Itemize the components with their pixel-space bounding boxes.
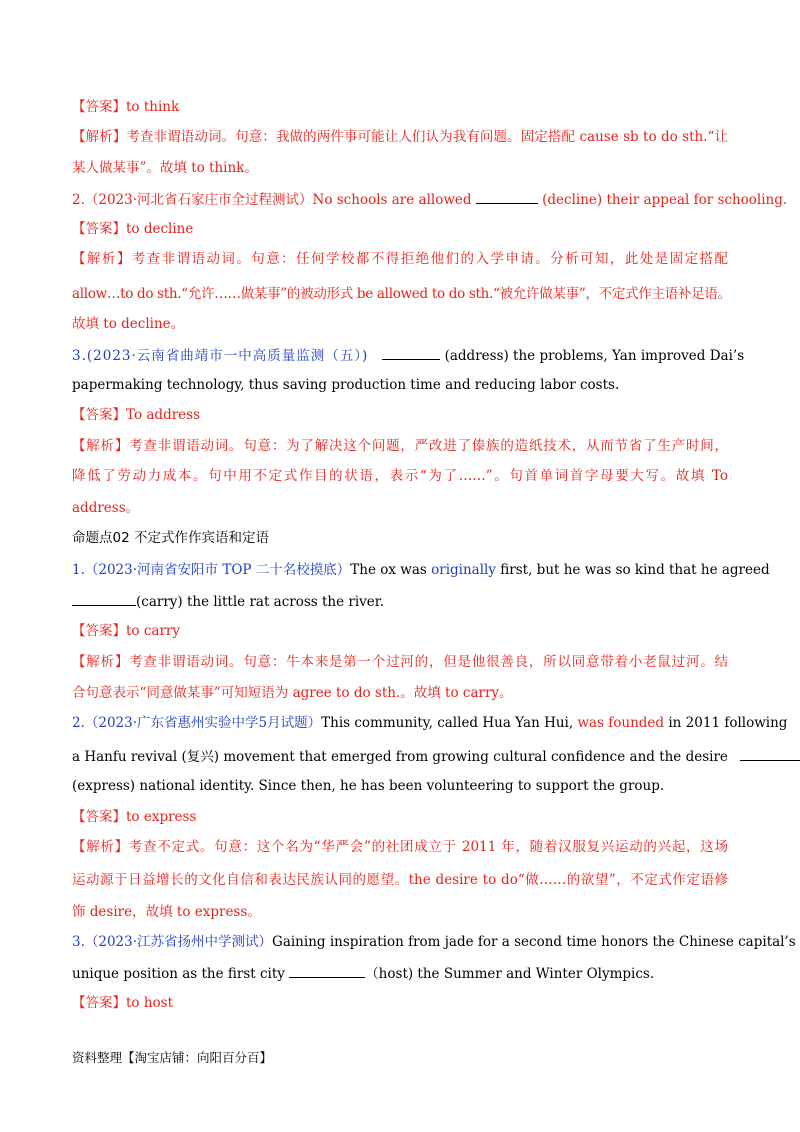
explanation-line: 运动源于日益增长的文化自信和表达民族认同的愿望。the desire to do“做……的欲望”，不定式作定语修 (72, 872, 728, 888)
footer-note: 资料整理【淘宝店铺：向阳百分百】 (72, 1050, 273, 1065)
answer-line: 【答案】to carry (72, 623, 180, 639)
answer-blank (476, 189, 538, 204)
question-text: (address) the problems, Yan improved Dai’s (440, 348, 745, 364)
question-text: (decline) their appeal for schooling. (537, 192, 788, 208)
question-line: (express) national identity. Since then, he has been volunteering to support the group. (72, 778, 665, 794)
question-line (72, 963, 728, 984)
question-text: This community, called Hua Yan Hui, (321, 715, 578, 731)
answer-line: 【答案】to express (72, 809, 197, 825)
question-line (72, 345, 745, 366)
question-source: 3.(2023·云南省曲靖市一中高质量监测（五）) (72, 348, 369, 364)
question-line (72, 189, 788, 210)
question-text: (carry) the little rat across the river. (136, 594, 385, 610)
explanation-line: 降低了劳动力成本。句中用不定式作目的状语，表示“为了……”。句首单词首字母要大写。故填 To (72, 468, 728, 484)
explanation-line: address。 (72, 500, 140, 516)
answer-blank (289, 963, 365, 978)
highlighted-phrase: was founded (577, 715, 665, 731)
explanation-line: 【解析】考查不定式。句意：这个名为“华严会”的社团成立于 2011 年，随着汉服复兴运动的兴起，这场 (72, 839, 728, 855)
explanation-line: 合句意表示“同意做某事”可知短语为 agree to do sth.。故填 to carry。 (72, 685, 513, 701)
explanation-line: 某人做某事”。故填 to think。 (72, 160, 258, 176)
question-source: 2.（2023·广东省惠州实验中学5月试题） (72, 715, 322, 731)
explanation-line: 【解析】考查非谓语动词。句意：我做的两件事可能让人们认为我有问题。固定搭配 cause sb to do sth.“让 (72, 129, 728, 145)
section-heading: 命题点02 不定式作作宾语和定语 (72, 530, 269, 546)
question-text: a Hanfu revival (复兴) movement that emerged from growing cultural confidence and the desire (72, 749, 728, 765)
question-line (72, 591, 728, 612)
answer-line: 【答案】to decline (72, 221, 194, 237)
question-line (72, 560, 770, 580)
explanation-line: 饰 desire，故填 to express。 (72, 904, 261, 920)
highlighted-word: originally (431, 562, 496, 578)
answer-blank (740, 746, 800, 761)
question-line (72, 932, 796, 952)
question-line (72, 746, 728, 767)
explanation-line: 故填 to decline。 (72, 316, 185, 332)
answer-line: 【答案】to think (72, 99, 180, 115)
answer-blank (72, 591, 136, 606)
question-text: （host) the Summer and Winter Olympics. (365, 966, 655, 982)
question-text: Gaining inspiration from jade for a second time honors the Chinese capital’s (272, 934, 796, 950)
question-source: 2.（2023·河北省石家庄市全过程测试）No schools are allowed (72, 192, 476, 208)
explanation-line: 【解析】考查非谓语动词。句意：为了解决这个问题，严改进了傣族的造纸技术，从而节省了生产时间， (72, 438, 728, 454)
question-source: 3.（2023·江苏省扬州中学测试） (72, 934, 273, 950)
question-text: in 2011 following (664, 715, 788, 731)
explanation-line: 【解析】考查非谓语动词。句意：牛本来是第一个过河的，但是他很善良，所以同意带着小老鼠过河。结 (72, 654, 728, 670)
question-line: papermaking technology, thus saving production time and reducing labor costs. (72, 377, 620, 393)
question-line (72, 713, 788, 733)
question-text: The ox was (350, 562, 432, 578)
explanation-line: allow…to do sth.“允许……做某事”的被动形式 be allowed to do sth.“被允许做某事”，不定式作主语补足语。 (72, 286, 731, 302)
answer-blank (382, 345, 440, 360)
question-text: first, but he was so kind that he agreed (496, 562, 770, 578)
question-source: 1.（2023·河南省安阳市 TOP 二十名校摸底） (72, 562, 351, 578)
explanation-line: 【解析】考查非谓语动词。句意：任何学校都不得拒绝他们的入学申请。分析可知，此处是固定搭配 (72, 251, 728, 267)
answer-line: 【答案】to host (72, 995, 174, 1011)
question-text: unique position as the first city (72, 966, 290, 982)
answer-line: 【答案】To address (72, 407, 201, 423)
